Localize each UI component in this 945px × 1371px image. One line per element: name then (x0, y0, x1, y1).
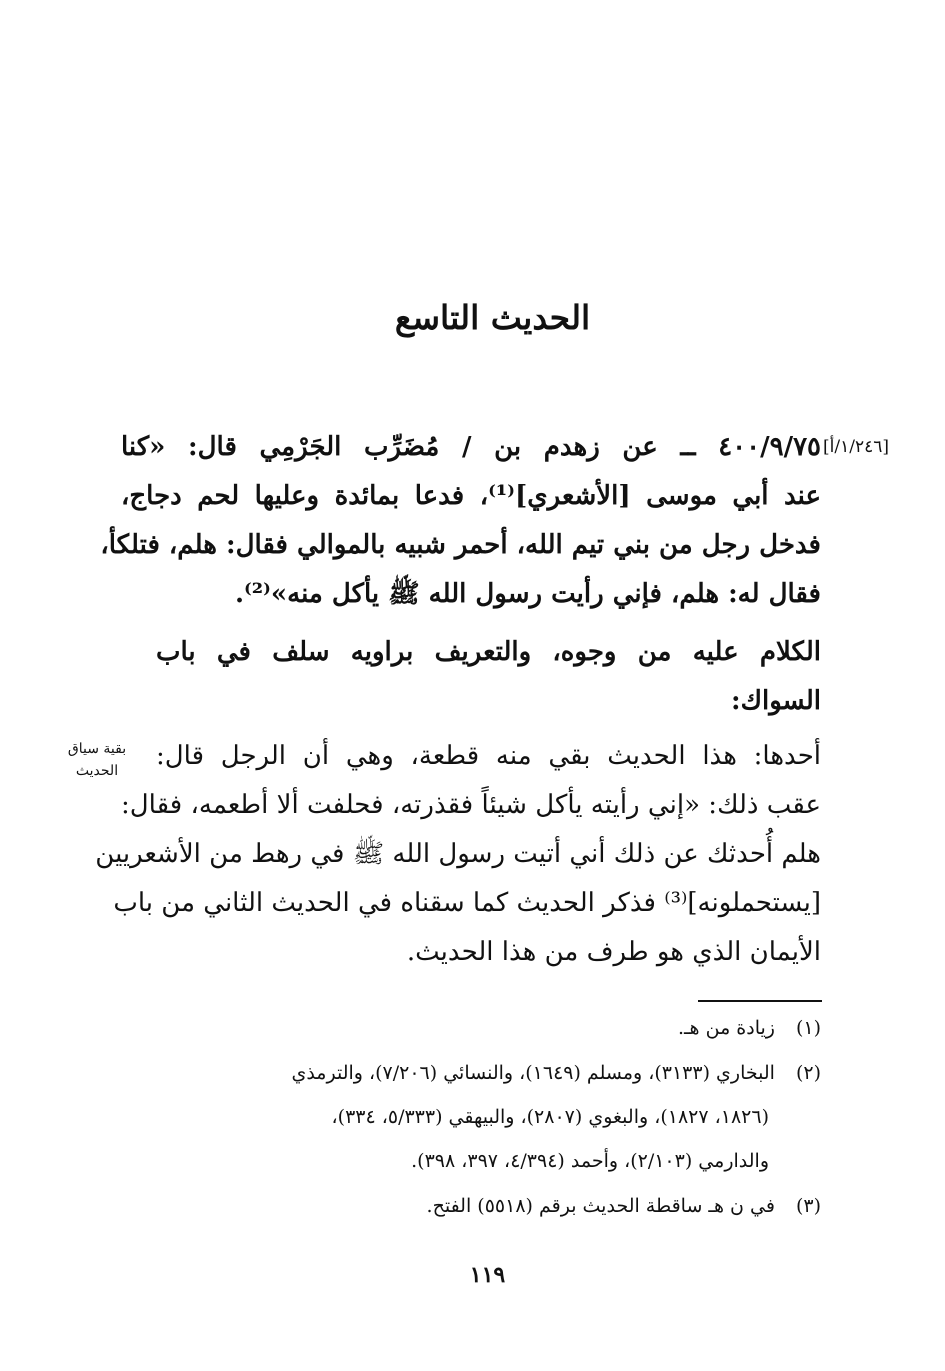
commentary-line: هلم أُحدثك عن ذلك أني أتيت رسول الله ﷺ في رهط من الأشعريين (95, 839, 821, 869)
margin-note-line: بقية سياق (67, 741, 127, 757)
margin-note (52, 738, 142, 782)
hadith-line: فدخل رجل من بني تيم الله، أحمر شبيه بالموالي فقال: هلم، فتلكأ، (100, 530, 821, 560)
commentary-line: السواك: (730, 686, 821, 716)
footnote-text: البخاري (٣١٣٣)، ومسلم (١٦٤٩)، والنسائي (٧/٢٠٦)، والترمذي (291, 1062, 775, 1084)
chapter-title: الحديث التاسع (394, 298, 591, 337)
footnote-1 (121, 1008, 821, 1048)
hadith-line: عند أبي موسى [الأشعري]⁽¹⁾، فدعا بمائدة وعليها لحم دجاج، (121, 481, 821, 511)
hadith-line: فقال له: هلم، فإني رأيت رسول الله ﷺ يأكل منه»⁽²⁾. (234, 579, 821, 609)
manuscript-folio-reference: [١/٢٤٦/أ] (823, 437, 889, 457)
margin-note-line: الحديث (75, 763, 119, 779)
footnote-text: زيادة من هـ. (677, 1017, 775, 1039)
footnote-text: في ن هـ ساقطة الحديث برقم (٥٥١٨) الفتح. (426, 1195, 775, 1217)
footnote-number: (٢) (795, 1062, 821, 1084)
footnote-number: (٣) (795, 1195, 821, 1217)
footnote-separator (698, 1000, 822, 1002)
commentary-line: الكلام عليه من وجوه، والتعريف براويه سلف في باب (156, 637, 821, 667)
page-number: ١١٩ (469, 1262, 506, 1288)
footnote-2 (121, 1053, 821, 1093)
footnote-2-continuation: (١٨٢٦، ١٨٢٧)، والبغوي (٢٨٠٧)، والبيهقي (٥/٣٣٣، ٣٣٤)، (331, 1106, 769, 1128)
commentary-line: عقب ذلك: «إني رأيته يأكل شيئاً فقذرته، فحلفت ألا أطعمه، فقال: (121, 790, 821, 820)
commentary-line: أحدها: هذا الحديث بقي منه قطعة، وهي أن الرجل قال: (156, 741, 821, 771)
hadith-line: ٤٠٠/٩/٧٥ ــ عن زهدم بن / مُضَرِّب الجَرْمِي قال: «كنا (121, 432, 821, 462)
footnote-number: (١) (795, 1017, 821, 1039)
commentary-line: الأيمان الذي هو طرف من هذا الحديث. (406, 937, 821, 967)
commentary-line: [يستحملونه]⁽³⁾ فذكر الحديث كما سقناه في الحديث الثاني من باب (113, 888, 821, 918)
footnote-3 (121, 1186, 821, 1226)
footnote-2-continuation: والدارمي (٢/١٠٣)، وأحمد (٤/٣٩٤، ٣٩٧، ٣٩٨). (411, 1150, 769, 1172)
